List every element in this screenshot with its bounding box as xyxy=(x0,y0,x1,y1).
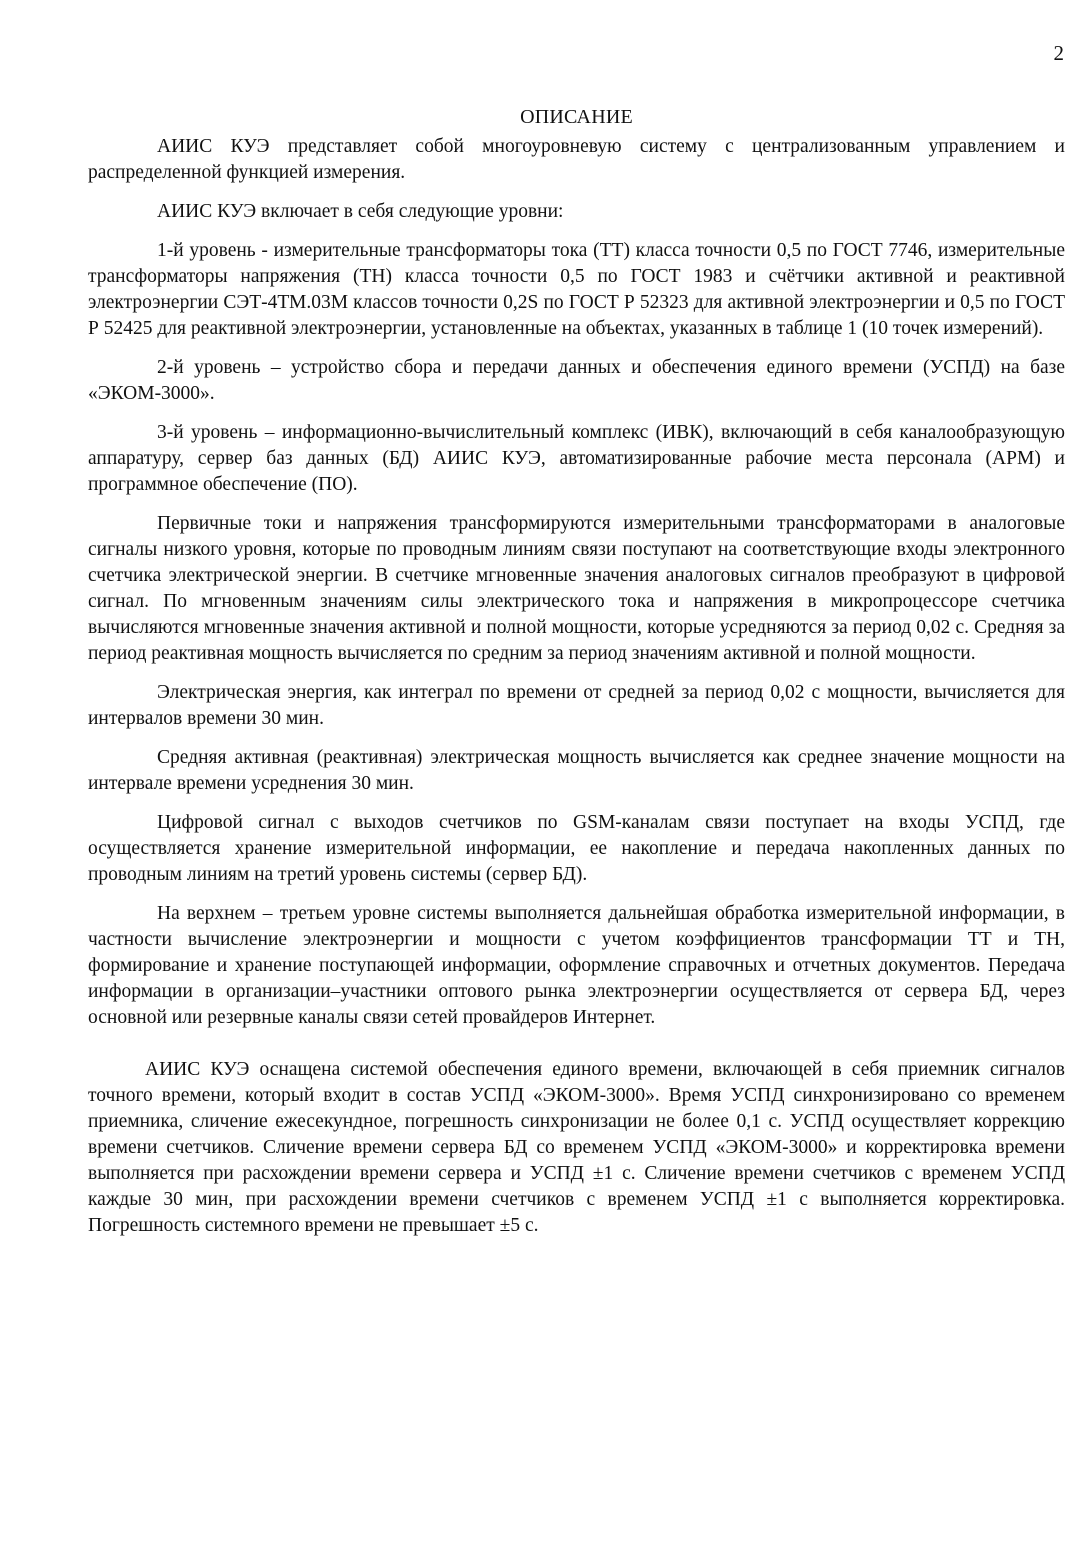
paragraph-time-sync: АИИС КУЭ оснащена системой обеспечения единого времени, включающей в себя приемник сигналов точного времени, который входит в состав УСПД «ЭКОМ-3000». Время УСПД синхронизировано со временем приемника, сличение ежесекундное, погрешность синхронизации не более 0,1 с. УСПД осуществляет коррекцию времени счетчиков. Сличение времени сервера БД со временем УСПД «ЭКОМ-3000» и корректировка времени выполняется при расхождении времени сервера и УСПД ±1 с. Сличение времени счетчиков с временем УСПД каждые 30 мин, при расхождении времени счетчиков с временем УСПД ±1 с выполняется корректировка. Погрешность системного времени не превышает ±5 с. xyxy=(88,1059,1065,1236)
paragraph-levels-heading: АИИС КУЭ включает в себя следующие уровни: xyxy=(157,201,564,222)
paragraph-gsm-channels: Цифровой сигнал с выходов счетчиков по GSM-каналам связи поступает на входы УСПД, где осуществляется хранение измерительной информации, ее накопление и передача накопленных данных по проводным линиям на третий уровень системы (сервер БД). xyxy=(88,812,1065,885)
paragraph-level-3: 3-й уровень – информационно-вычислительный комплекс (ИВК), включающий в себя каналообразующую аппаратуру, сервер баз данных (БД) АИИС КУЭ, автоматизированные рабочие места персонала (АРМ) и программное обеспечение (ПО). xyxy=(88,422,1065,495)
page-title: ОПИСАНИЕ xyxy=(520,106,633,128)
document-body xyxy=(88,104,1065,1239)
paragraph-level-2: 2-й уровень – устройство сбора и передачи данных и обеспечения единого времени (УСПД) на базе «ЭКОМ-3000». xyxy=(88,357,1065,404)
paragraph-signal-conversion: Первичные токи и напряжения трансформируются измерительными трансформаторами в аналоговые сигналы низкого уровня, которые по проводным линиям связи поступают на соответствующие входы электронного счетчика электрической энергии. В счетчике мгновенные значения аналоговых сигналов преобразуют в цифровой сигнал. По мгновенным значениям силы электрического тока и напряжения в микропроцессоре счетчика вычисляются мгновенные значения активной и полной мощности, которые усредняются за период 0,02 с. Средняя за период реактивная мощность вычисляется по средним за период значениям активной и полной мощности. xyxy=(88,513,1065,664)
paragraph-intro: АИИС КУЭ представляет собой многоуровневую систему с централизованным управлением и распределенной функцией измерения. xyxy=(88,136,1065,183)
paragraph-level-1: 1-й уровень - измерительные трансформаторы тока (ТТ) класса точности 0,5 по ГОСТ 7746, измерительные трансформаторы напряжения (ТН) класса точности 0,5 по ГОСТ 1983 и счётчики активной и реактивной электроэнергии СЭТ-4ТМ.03М классов точности 0,2S по ГОСТ Р 52323 для активной электроэнергии и 0,5 по ГОСТ Р 52425 для реактивной электроэнергии, установленные на объектах, указанных в таблице 1 (10 точек измерений). xyxy=(88,240,1065,339)
paragraph-energy-integral: Электрическая энергия, как интеграл по времени от средней за период 0,02 с мощности, вычисляется для интервалов времени 30 мин. xyxy=(88,682,1065,729)
page-number: 2 xyxy=(1053,41,1064,65)
paragraph-upper-level: На верхнем – третьем уровне системы выполняется дальнейшая обработка измерительной информации, в частности вычисление электроэнергии и мощности с учетом коэффициентов трансформации ТТ и ТН, формирование и хранение поступающей информации, оформление справочных и отчетных документов. Передача информации в организации–участники оптового рынка электроэнергии осуществляется от сервера БД, через основной или резервные каналы связи сетей провайдеров Интернет. xyxy=(88,903,1065,1028)
paragraph-average-power: Средняя активная (реактивная) электрическая мощность вычисляется как среднее значение мощности на интервале времени усреднения 30 мин. xyxy=(88,747,1065,794)
